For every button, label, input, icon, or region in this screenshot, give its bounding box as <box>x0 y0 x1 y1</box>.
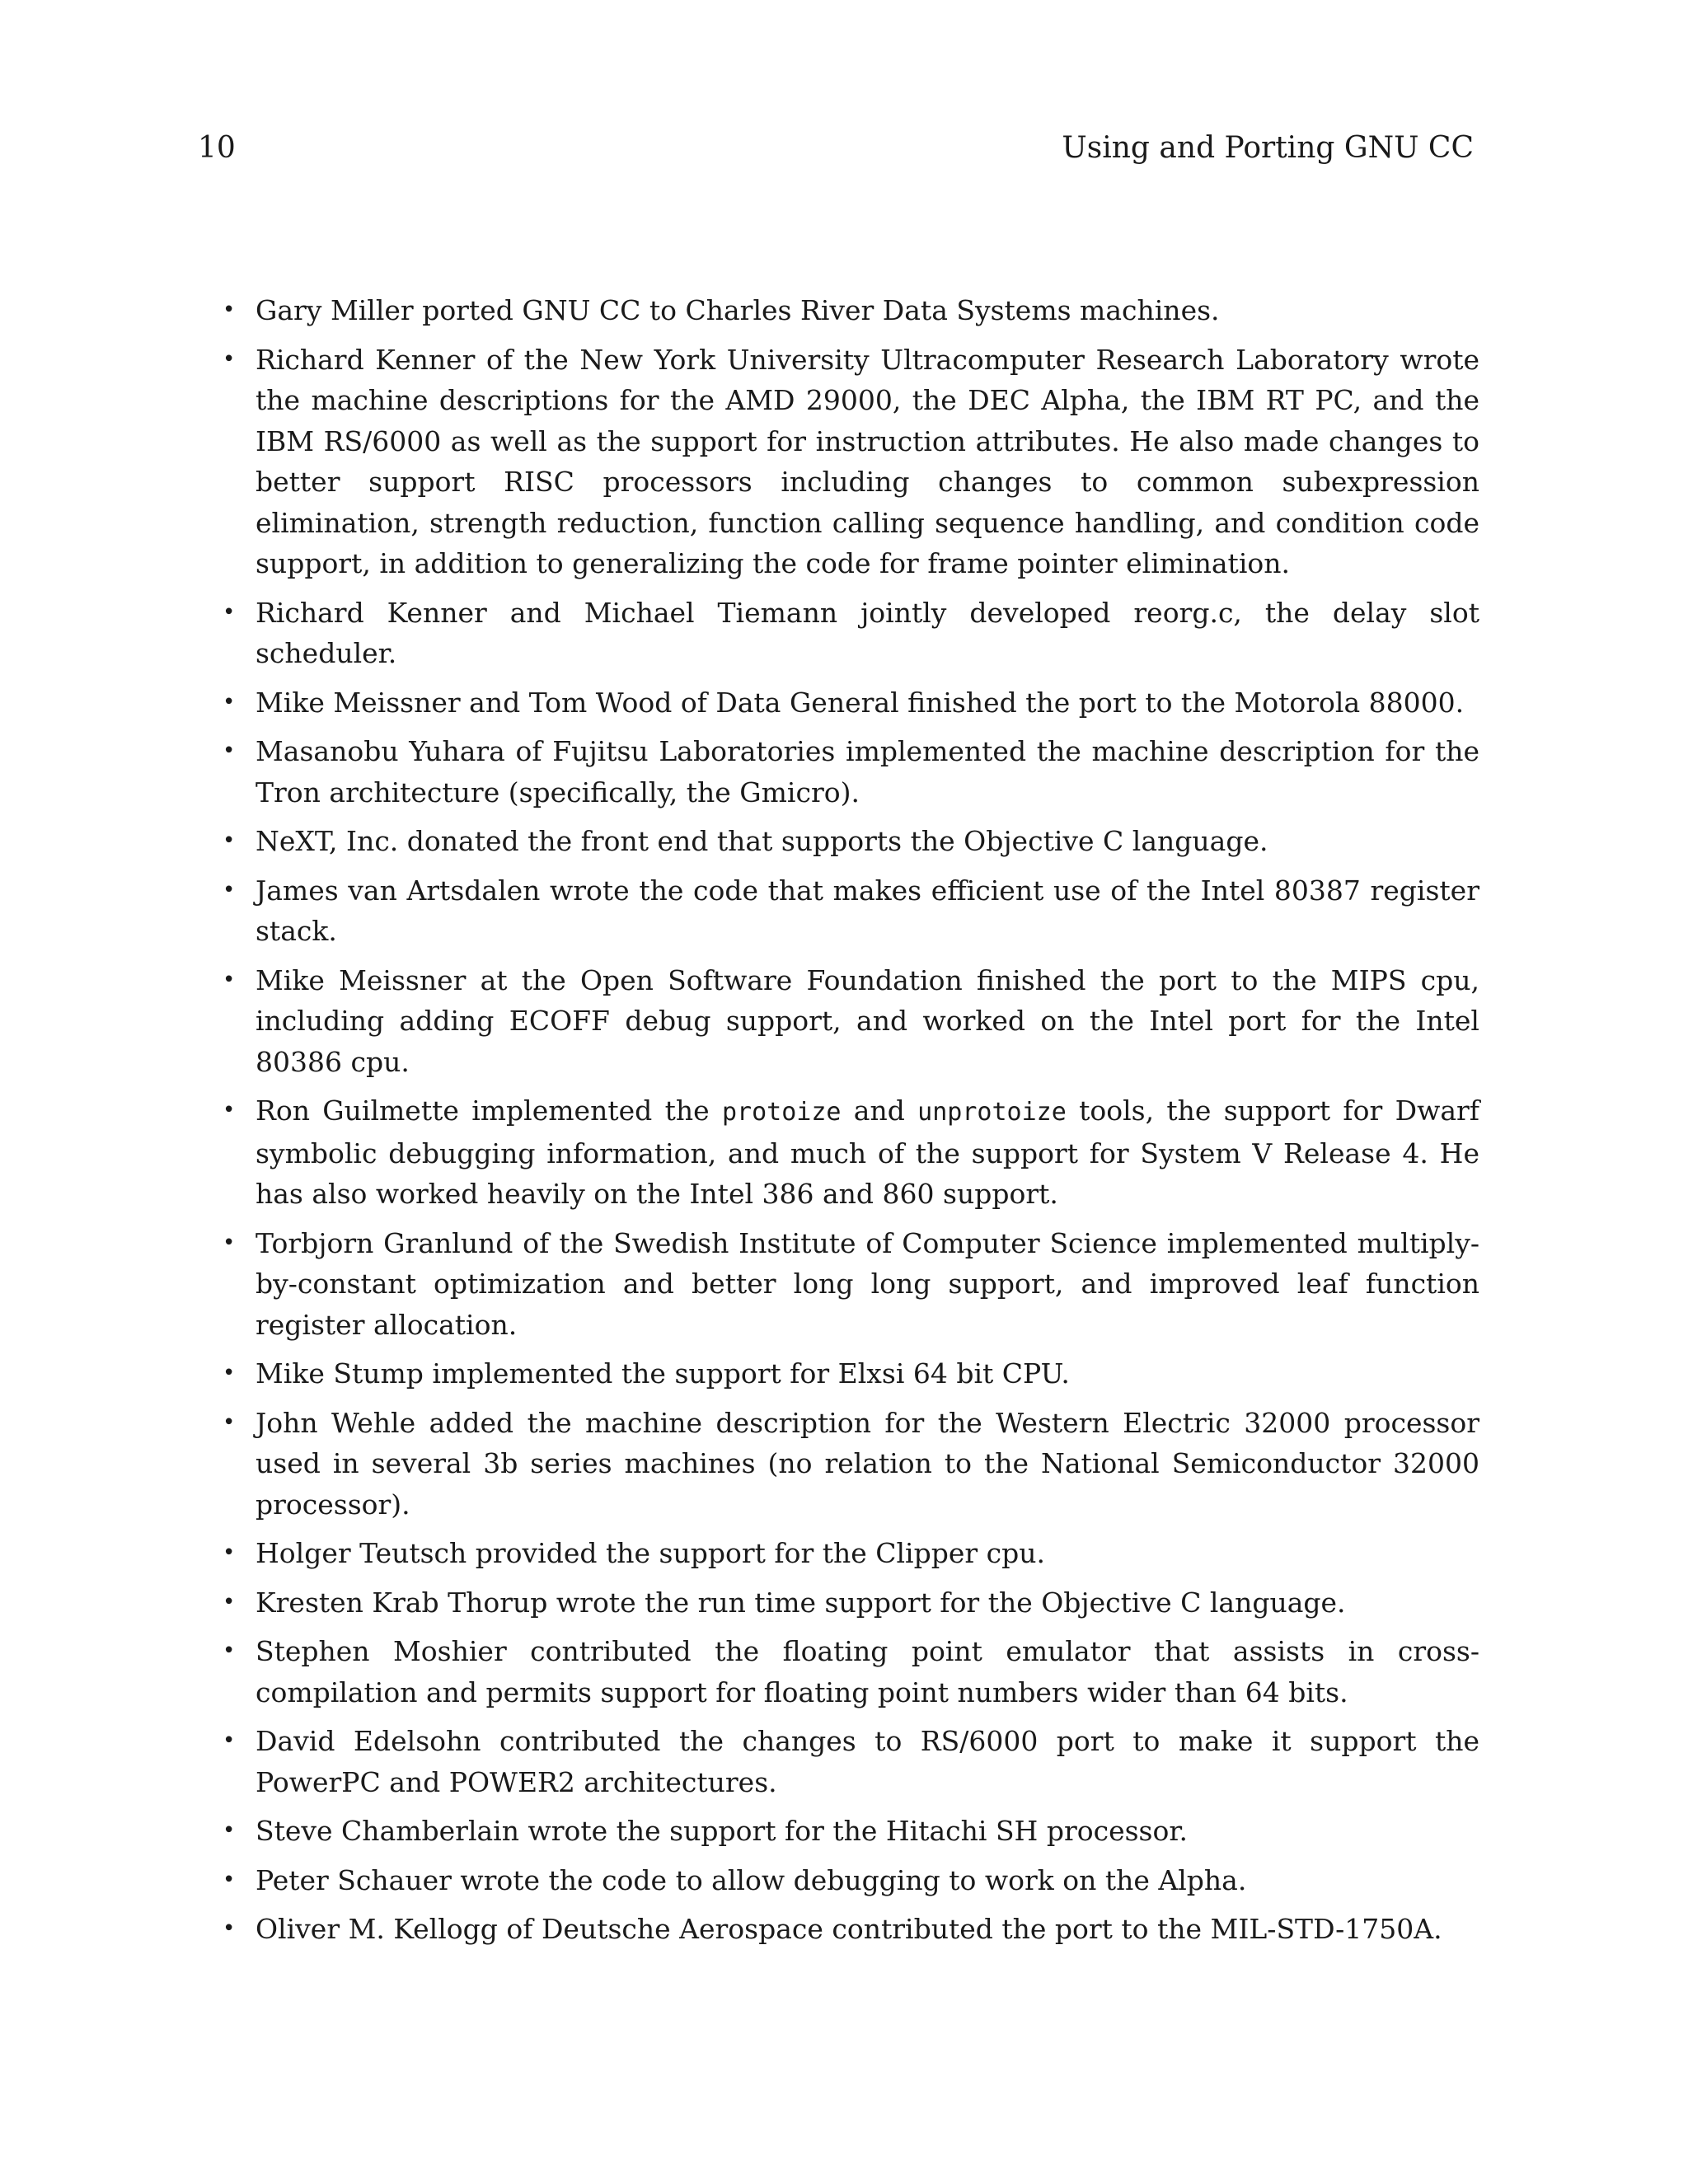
list-item <box>223 1223 1479 1346</box>
bullet-icon: • <box>223 967 236 992</box>
list-item-text: Peter Schauer wrote the code to allow debugging to work on the Alpha. <box>256 1863 1247 1896</box>
list-item <box>223 1533 1479 1574</box>
list-item-text: Richard Kenner of the New York University Ultracomputer Research Laboratory wrote the machine descriptions for the AMD 29000, the DEC Alpha, the IBM RT PC, and the IBM RS/6000 as well as the support for instruction attributes. He also made changes to better support RISC processors including changes to common subexpression elimination, strength reduction, function calling sequence handling, and condition code support, in addition to generalizing the code for frame pointer elimination. <box>256 343 1479 579</box>
bullet-icon: • <box>223 1728 236 1753</box>
bullet-icon: • <box>223 738 236 763</box>
list-item-text <box>256 1094 1479 1210</box>
bullet-icon: • <box>223 1540 236 1565</box>
list-item-text: Mike Meissner at the Open Software Foundation finished the port to the MIPS cpu, including adding ECOFF debug support, and worked on the Intel port for the Intel 80386 cpu. <box>256 963 1479 1078</box>
bullet-icon: • <box>223 1361 236 1385</box>
list-item-text: Steve Chamberlain wrote the support for the Hitachi SH processor. <box>256 1815 1188 1847</box>
bullet-icon: • <box>223 877 236 902</box>
list-item-text: Gary Miller ported GNU CC to Charles River Data Systems machines. <box>256 294 1220 326</box>
bullet-icon: • <box>223 599 236 625</box>
bullet-icon: • <box>223 1916 236 1941</box>
list-item <box>223 1353 1479 1394</box>
list-item-text: Kresten Krab Thorup wrote the run time support for the Objective C language. <box>256 1586 1346 1619</box>
bullet-icon: • <box>223 1589 236 1615</box>
list-item <box>223 1909 1479 1950</box>
bullet-icon: • <box>223 828 236 853</box>
list-item <box>223 731 1479 813</box>
list-item <box>223 1631 1479 1713</box>
list-item <box>223 593 1479 674</box>
bullet-icon: • <box>223 1230 236 1255</box>
list-item-text: John Wehle added the machine description for the Western Electric 32000 processor used in several 3b series machines (no relation to the National Semiconductor 32000 processor). <box>256 1406 1479 1521</box>
list-item-text: David Edelsohn contributed the changes to RS/6000 port to make it support the PowerPC and POWER2 architectures. <box>256 1725 1479 1798</box>
list-item <box>223 1721 1479 1802</box>
list-item <box>223 290 1479 331</box>
list-item <box>223 960 1479 1083</box>
credits-list <box>223 290 1479 1958</box>
list-item <box>223 340 1479 584</box>
bullet-icon: • <box>223 689 236 715</box>
list-item <box>223 821 1479 862</box>
list-item-text: James van Artsdalen wrote the code that makes efficient use of the Intel 80387 register stack. <box>256 874 1479 947</box>
list-item <box>223 682 1479 724</box>
bullet-icon: • <box>223 1638 236 1663</box>
bullet-icon: • <box>223 1409 236 1435</box>
list-item-text: Mike Stump implemented the support for Elxsi 64 bit CPU. <box>256 1357 1070 1390</box>
bullet-icon: • <box>223 1867 236 1892</box>
bullet-icon: • <box>223 1098 236 1122</box>
bullet-icon: • <box>223 346 236 372</box>
list-item-text: Holger Teutsch provided the support for the Clipper cpu. <box>256 1537 1045 1569</box>
list-item <box>223 870 1479 952</box>
list-item-text: Masanobu Yuhara of Fujitsu Laboratories implemented the machine description for the Tron architecture (specifically, the Gmicro). <box>256 735 1479 808</box>
text-segment: Ron Guilmette implemented the <box>256 1094 722 1127</box>
bullet-icon: • <box>223 1818 236 1843</box>
list-item-text: Stephen Moshier contributed the floating point emulator that assists in cross-compilation and permits support for floating point numbers wider than 64 bits. <box>256 1635 1479 1708</box>
text-segment: tools, the support for Dwarf symbolic debugging information, and much of the support for System V Release 4. He has also worked heavily on the Intel 386 and 860 support. <box>256 1094 1479 1210</box>
list-item-text: Richard Kenner and Michael Tiemann jointly developed reorg.c, the delay slot scheduler. <box>256 596 1479 669</box>
text-segment: and <box>841 1094 918 1127</box>
list-item-text: Torbjorn Granlund of the Swedish Institute of Computer Science implemented multiply-by-constant optimization and better long long support, and improved leaf function register allocation. <box>256 1226 1479 1341</box>
bullet-icon: • <box>223 298 236 322</box>
list-item <box>223 1860 1479 1901</box>
list-item <box>223 1403 1479 1526</box>
list-item <box>223 1811 1479 1852</box>
code-protoize: protoize <box>721 1098 842 1127</box>
code-unprotoize: unprotoize <box>917 1098 1067 1127</box>
running-head: Using and Porting GNU CC <box>1062 131 1474 165</box>
list-item <box>223 1582 1479 1624</box>
list-item-text: Oliver M. Kellogg of Deutsche Aerospace contributed the port to the MIL-STD-1750A. <box>256 1913 1442 1945</box>
list-item-text: NeXT, Inc. donated the front end that supports the Objective C language. <box>256 825 1268 857</box>
page-number: 10 <box>198 131 236 165</box>
list-item <box>223 1090 1479 1215</box>
list-item-text: Mike Meissner and Tom Wood of Data General finished the port to the Motorola 88000. <box>256 686 1465 719</box>
